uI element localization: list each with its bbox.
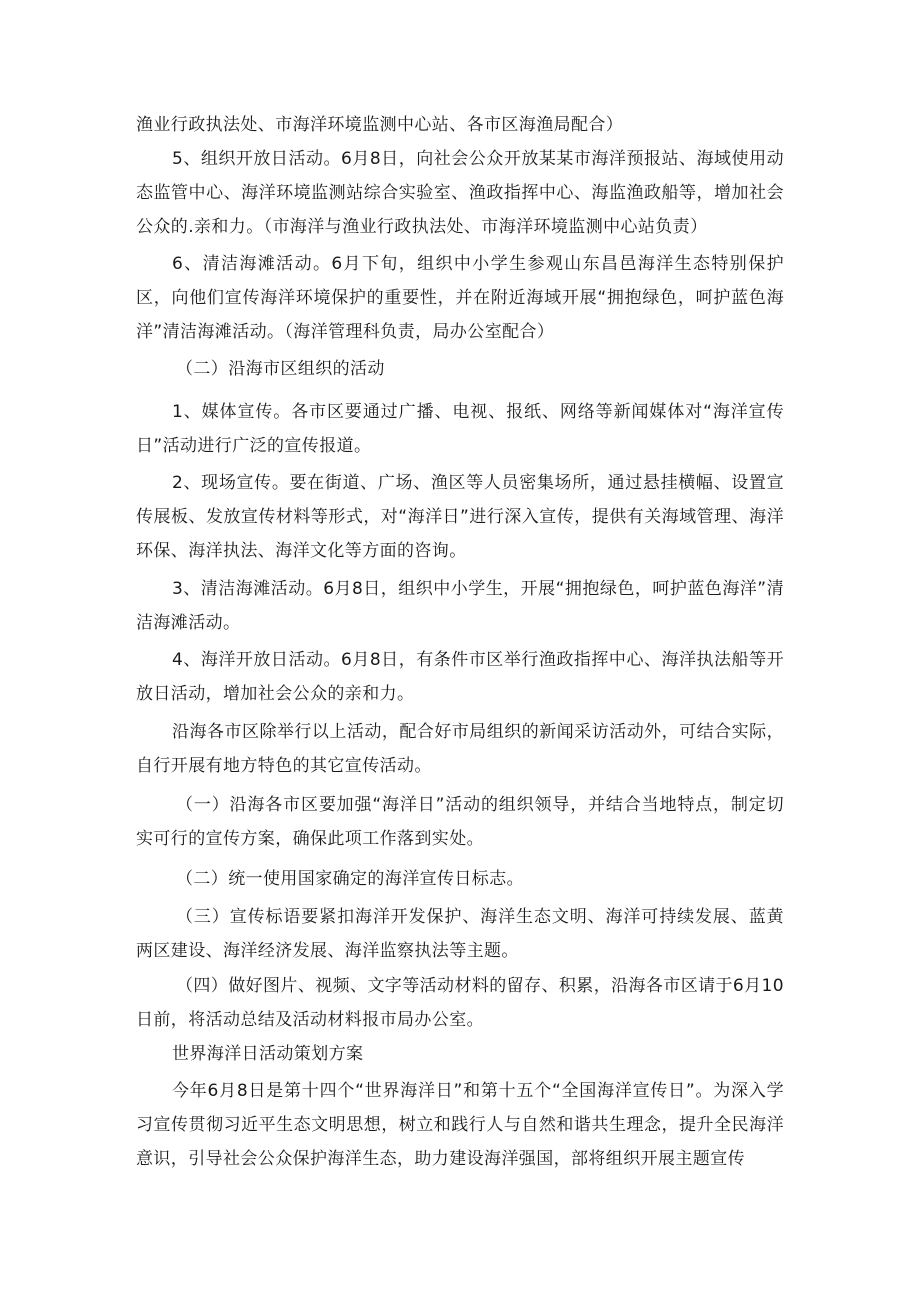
document-title: 世界海洋日活动策划方案	[172, 1044, 364, 1064]
requirement-2: （二）统一使用国家确定的海洋宣传日标志。	[176, 869, 524, 889]
section-heading-2: （二）沿海市区组织的活动	[176, 359, 385, 379]
requirement-4: （四）做好图片、视频、文字等活动材料的留存、积累，沿海各市区请于6月10日前，将活动总结及活动材料报市局办公室。	[136, 976, 784, 1030]
paragraph-summary: 沿海各市区除举行以上活动，配合好市局组织的新闻采访活动外，可结合实际，自行开展有地方特色的其它宣传活动。	[136, 722, 784, 776]
paragraph-item-2: 2、现场宣传。要在街道、广场、渔区等人员密集场所，通过悬挂横幅、设置宣传展板、发放宣传材料等形式，对“海洋日”进行深入宣传，提供有关海域管理、海洋环保、海洋执法、海洋文化等方面的咨询。	[136, 473, 784, 561]
paragraph-item-5: 5、组织开放日活动。6月8日，向社会公众开放某某市海洋预报站、海域使用动态监管中心、海洋环境监测站综合实验室、渔政指挥中心、海监渔政船等，增加社会公众的.亲和力。（市海洋与渔业行政执法处、市海洋环境监测中心站负责）	[136, 149, 784, 237]
paragraph-intro: 今年6月8日是第十四个“世界海洋日”和第十五个“全国海洋宣传日”。为深入学习宣传贯彻习近平生态文明思想，树立和践行人与自然和谐共生理念，提升全民海洋意识，引导社会公众保护海洋生态，助力建设海洋强国，部将组织开展主题宣传	[136, 1081, 784, 1169]
paragraph-item-3: 3、清洁海滩活动。6月8日，组织中小学生，开展“拥抱绿色，呵护蓝色海洋”清洁海滩活动。	[136, 579, 784, 633]
requirement-1: （一）沿海各市区要加强“海洋日”活动的组织领导，并结合当地特点，制定切实可行的宣传方案，确保此项工作落到实处。	[136, 795, 784, 849]
paragraph-continuation: 渔业行政执法处、市海洋环境监测中心站、各市区海渔局配合）	[136, 115, 624, 135]
requirement-3: （三）宣传标语要紧扣海洋开发保护、海洋生态文明、海洋可持续发展、蓝黄两区建设、海洋经济发展、海洋监察执法等主题。	[136, 907, 784, 961]
paragraph-item-4: 4、海洋开放日活动。6月8日，有条件市区举行渔政指挥中心、海洋执法船等开放日活动，增加社会公众的亲和力。	[136, 650, 784, 704]
paragraph-item-1: 1、媒体宣传。各市区要通过广播、电视、报纸、网络等新闻媒体对“海洋宣传日”活动进行广泛的宣传报道。	[136, 402, 784, 456]
paragraph-item-6: 6、清洁海滩活动。6月下旬，组织中小学生参观山东昌邑海洋生态特别保护区，向他们宣传海洋环境保护的重要性，并在附近海域开展“拥抱绿色，呵护蓝色海洋”清洁海滩活动。（海洋管理科负责，局办公室配合）	[136, 254, 784, 342]
